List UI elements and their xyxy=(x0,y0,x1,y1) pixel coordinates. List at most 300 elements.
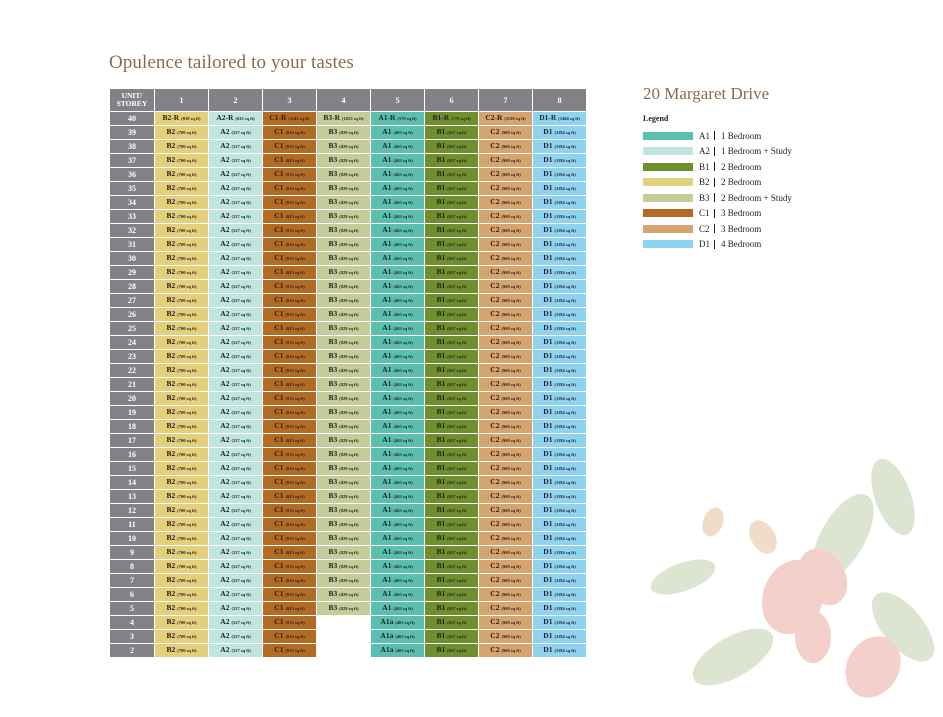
unit-code: A2 xyxy=(220,141,230,150)
unit-cell xyxy=(209,616,262,629)
unit-size: (700 sq ft) xyxy=(177,340,197,345)
unit-cell xyxy=(263,420,316,433)
storey-label: 13 xyxy=(110,490,154,503)
unit-code: B1 xyxy=(436,197,446,206)
unit-cell xyxy=(263,560,316,573)
unit-code: A2 xyxy=(220,267,230,276)
unit-cell xyxy=(479,238,532,251)
unit-size: (1023 sq ft) xyxy=(342,116,364,121)
unit-cell xyxy=(209,112,262,125)
unit-size: (700 sq ft) xyxy=(177,648,197,653)
unit-code: A2 xyxy=(220,547,230,556)
unit-code: B1 xyxy=(436,393,446,402)
unit-size: (1184 sq ft) xyxy=(554,326,576,331)
unit-cell xyxy=(155,308,208,321)
unit-storey-header: UNIT/ STOREY xyxy=(110,89,154,111)
storey-label: 24 xyxy=(110,336,154,349)
unit-size: (1184 sq ft) xyxy=(554,522,576,527)
unit-cell xyxy=(209,364,262,377)
table-row xyxy=(110,616,586,629)
unit-code: D1 xyxy=(543,183,553,192)
unit-cell xyxy=(479,420,532,433)
unit-code: B3 xyxy=(328,309,338,318)
unit-cell xyxy=(425,630,478,643)
unit-size: (915 sq ft) xyxy=(285,340,305,345)
unit-cell xyxy=(371,112,424,125)
storey-label: 36 xyxy=(110,168,154,181)
unit-code: A2 xyxy=(220,337,230,346)
unit-size: (527 sq ft) xyxy=(231,508,251,513)
unit-size: (463 sq ft) xyxy=(393,396,413,401)
unit-size: (527 sq ft) xyxy=(231,396,251,401)
unit-size: (657 sq ft) xyxy=(447,158,467,163)
unit-code: A1 xyxy=(382,169,392,178)
unit-code: D1 xyxy=(543,463,553,472)
unit-size: (1184 sq ft) xyxy=(554,298,576,303)
unit-cell xyxy=(263,252,316,265)
unit-cell xyxy=(479,434,532,447)
unit-size: (700 sq ft) xyxy=(177,536,197,541)
unit-size: (463 sq ft) xyxy=(393,270,413,275)
unit-size: (700 sq ft) xyxy=(177,620,197,625)
unit-code: C1 xyxy=(274,127,284,136)
unit-cell xyxy=(263,140,316,153)
unit-size: (657 sq ft) xyxy=(447,536,467,541)
unit-cell xyxy=(209,574,262,587)
unit-code: B1 xyxy=(436,561,446,570)
unit-cell xyxy=(371,420,424,433)
unit-size: (657 sq ft) xyxy=(447,312,467,317)
unit-code: B1 xyxy=(436,645,446,654)
unit-code: B1 xyxy=(436,295,446,304)
table-row xyxy=(110,196,586,209)
unit-cell xyxy=(425,448,478,461)
unit-size: (829 sq ft) xyxy=(339,130,359,135)
unit-size: (1184 sq ft) xyxy=(554,214,576,219)
unit-size: (700 sq ft) xyxy=(177,354,197,359)
unit-size: (915 sq ft) xyxy=(285,326,305,331)
unit-cell xyxy=(371,168,424,181)
unit-size: (657 sq ft) xyxy=(447,564,467,569)
unit-cell xyxy=(155,588,208,601)
unit-code: A2 xyxy=(220,365,230,374)
unit-code: D1 xyxy=(543,211,553,220)
unit-cell xyxy=(533,280,586,293)
unit-code: C2 xyxy=(490,323,500,332)
unit-size: (829 sq ft) xyxy=(339,564,359,569)
unit-size: (657 sq ft) xyxy=(447,620,467,625)
table-header-row xyxy=(110,89,586,111)
unit-cell xyxy=(209,308,262,321)
unit-code: A2 xyxy=(220,561,230,570)
empty-cell xyxy=(317,644,370,657)
unit-cell xyxy=(533,266,586,279)
unit-cell xyxy=(533,350,586,363)
unit-size: (969 sq ft) xyxy=(501,340,521,345)
unit-cell xyxy=(533,168,586,181)
unit-cell xyxy=(371,238,424,251)
unit-size: (657 sq ft) xyxy=(447,326,467,331)
unit-size: (1184 sq ft) xyxy=(554,200,576,205)
unit-code: C2 xyxy=(490,295,500,304)
unit-size: (527 sq ft) xyxy=(231,564,251,569)
unit-code: C2 xyxy=(490,365,500,374)
unit-size: (915 sq ft) xyxy=(285,158,305,163)
unit-code: C2 xyxy=(490,253,500,262)
unit-size: (915 sq ft) xyxy=(285,466,305,471)
unit-size: (969 sq ft) xyxy=(501,508,521,513)
unit-size: (1184 sq ft) xyxy=(554,466,576,471)
unit-cell xyxy=(209,392,262,405)
unit-code: C1 xyxy=(274,183,284,192)
unit-size: (700 sq ft) xyxy=(177,550,197,555)
unit-size: (527 sq ft) xyxy=(231,284,251,289)
unit-size: (463 sq ft) xyxy=(393,340,413,345)
table-row xyxy=(110,630,586,643)
unit-cell xyxy=(263,378,316,391)
unit-code: B2 xyxy=(166,169,176,178)
unit-cell xyxy=(317,448,370,461)
unit-size: (915 sq ft) xyxy=(285,368,305,373)
unit-cell xyxy=(317,476,370,489)
unit-cell xyxy=(371,532,424,545)
unit-code: C2 xyxy=(490,645,500,654)
unit-size: (527 sq ft) xyxy=(231,158,251,163)
unit-code: D1 xyxy=(543,561,553,570)
unit-size: (463 sq ft) xyxy=(393,522,413,527)
unit-cell xyxy=(155,280,208,293)
unit-code: B2 xyxy=(166,463,176,472)
legend-swatch xyxy=(643,163,693,171)
unit-cell xyxy=(317,392,370,405)
unit-code: B1-R xyxy=(432,113,450,122)
unit-cell xyxy=(263,336,316,349)
unit-size: (1141 sq ft) xyxy=(288,116,310,121)
unit-cell xyxy=(263,168,316,181)
unit-cell xyxy=(533,154,586,167)
unit-cell xyxy=(425,224,478,237)
unit-code: C2 xyxy=(490,351,500,360)
unit-size: (969 sq ft) xyxy=(501,130,521,135)
unit-size: (829 sq ft) xyxy=(339,424,359,429)
unit-cell xyxy=(155,378,208,391)
unit-size: (969 sq ft) xyxy=(501,438,521,443)
unit-size: (527 sq ft) xyxy=(231,494,251,499)
unit-cell xyxy=(371,448,424,461)
unit-cell xyxy=(371,504,424,517)
unit-code: B2-R xyxy=(162,113,180,122)
unit-size: (829 sq ft) xyxy=(339,592,359,597)
unit-size: (969 sq ft) xyxy=(501,592,521,597)
unit-cell xyxy=(209,420,262,433)
unit-code: D1 xyxy=(543,281,553,290)
table-row xyxy=(110,504,586,517)
unit-size: (1184 sq ft) xyxy=(554,158,576,163)
unit-code: A1 xyxy=(382,127,392,136)
unit-size: (969 sq ft) xyxy=(501,158,521,163)
unit-code: B1 xyxy=(436,575,446,584)
storey-label: 26 xyxy=(110,308,154,321)
unit-code: B1 xyxy=(436,547,446,556)
unit-cell xyxy=(155,154,208,167)
unit-size: (1184 sq ft) xyxy=(554,144,576,149)
unit-cell xyxy=(533,196,586,209)
table-row xyxy=(110,406,586,419)
unit-cell xyxy=(317,196,370,209)
unit-size: (1184 sq ft) xyxy=(554,424,576,429)
unit-code: A1a xyxy=(380,645,394,654)
unit-size: (463 sq ft) xyxy=(393,214,413,219)
unit-cell xyxy=(479,210,532,223)
legend-code: C1 xyxy=(699,208,710,219)
unit-size: (969 sq ft) xyxy=(501,172,521,177)
unit-code: A1 xyxy=(382,253,392,262)
table-row xyxy=(110,350,586,363)
unit-cell xyxy=(479,168,532,181)
unit-cell xyxy=(371,644,424,657)
unit-code: A2 xyxy=(220,589,230,598)
unit-code: B1 xyxy=(436,323,446,332)
unit-code: C2 xyxy=(490,435,500,444)
unit-cell xyxy=(263,266,316,279)
unit-cell xyxy=(155,644,208,657)
unit-code: A2 xyxy=(220,309,230,318)
unit-size: (700 sq ft) xyxy=(177,410,197,415)
unit-size: (700 sq ft) xyxy=(177,326,197,331)
unit-cell xyxy=(317,322,370,335)
unit-code: C1 xyxy=(274,631,284,640)
unit-code: A2 xyxy=(220,155,230,164)
unit-size: (829 sq ft) xyxy=(339,256,359,261)
unit-code: B2 xyxy=(166,547,176,556)
unit-size: (463 sq ft) xyxy=(393,256,413,261)
storey-label: 37 xyxy=(110,154,154,167)
unit-cell xyxy=(263,546,316,559)
unit-cell xyxy=(425,364,478,377)
unit-cell xyxy=(533,574,586,587)
table-row xyxy=(110,182,586,195)
unit-size: (1184 sq ft) xyxy=(554,410,576,415)
unit-size: (1184 sq ft) xyxy=(554,256,576,261)
unit-size: (969 sq ft) xyxy=(501,354,521,359)
unit-size: (463 sq ft) xyxy=(393,312,413,317)
unit-cell xyxy=(317,574,370,587)
unit-cell xyxy=(317,588,370,601)
unit-cell xyxy=(479,546,532,559)
table-row xyxy=(110,126,586,139)
unit-cell xyxy=(155,224,208,237)
unit-code: B1 xyxy=(436,337,446,346)
column-header-1: 1 xyxy=(155,89,208,111)
unit-code: C1 xyxy=(274,169,284,178)
unit-code: D1 xyxy=(543,323,553,332)
unit-code: C1 xyxy=(274,477,284,486)
unit-code: A2 xyxy=(220,477,230,486)
unit-code: D1 xyxy=(543,645,553,654)
unit-cell xyxy=(479,112,532,125)
unit-code: A2 xyxy=(220,379,230,388)
unit-code: B1 xyxy=(436,589,446,598)
unit-code: B1 xyxy=(436,505,446,514)
unit-code: B1 xyxy=(436,463,446,472)
unit-cell xyxy=(317,224,370,237)
unit-size: (463 sq ft) xyxy=(393,480,413,485)
unit-code: C2-R xyxy=(485,113,503,122)
unit-cell xyxy=(263,574,316,587)
empty-cell xyxy=(317,630,370,643)
unit-size: (1184 sq ft) xyxy=(554,396,576,401)
unit-cell xyxy=(371,182,424,195)
unit-code: D1 xyxy=(543,603,553,612)
unit-size: (915 sq ft) xyxy=(285,522,305,527)
unit-code: C2 xyxy=(490,491,500,500)
unit-code: A1 xyxy=(382,603,392,612)
unit-size: (829 sq ft) xyxy=(339,578,359,583)
unit-size: (657 sq ft) xyxy=(447,480,467,485)
unit-code: B1 xyxy=(436,183,446,192)
unit-code: C1 xyxy=(274,407,284,416)
unit-code: D1 xyxy=(543,421,553,430)
unit-code: D1 xyxy=(543,631,553,640)
unit-code: C2 xyxy=(490,309,500,318)
unit-cell xyxy=(317,490,370,503)
unit-code: A1 xyxy=(382,589,392,598)
unit-size: (829 sq ft) xyxy=(339,214,359,219)
unit-code: C2 xyxy=(490,267,500,276)
unit-cell xyxy=(425,154,478,167)
unit-cell xyxy=(209,140,262,153)
unit-code: A2 xyxy=(220,435,230,444)
unit-cell xyxy=(425,238,478,251)
unit-code: C2 xyxy=(490,169,500,178)
unit-code: B2 xyxy=(166,491,176,500)
unit-code: C1 xyxy=(274,309,284,318)
unit-size: (657 sq ft) xyxy=(447,592,467,597)
unit-cell xyxy=(425,546,478,559)
project-name: 20 Margaret Drive xyxy=(643,84,770,103)
unit-code: B3 xyxy=(328,575,338,584)
unit-code: B1 xyxy=(436,351,446,360)
storey-label: 10 xyxy=(110,532,154,545)
unit-size: (657 sq ft) xyxy=(447,354,467,359)
page-title: Opulence tailored to your tastes xyxy=(109,52,354,73)
unit-cell xyxy=(479,154,532,167)
unit-code: A1 xyxy=(382,337,392,346)
unit-size: (829 sq ft) xyxy=(339,172,359,177)
unit-size: (463 sq ft) xyxy=(393,578,413,583)
table-row xyxy=(110,154,586,167)
unit-size: (527 sq ft) xyxy=(231,522,251,527)
unit-code: D1 xyxy=(543,477,553,486)
table-row xyxy=(110,518,586,531)
legend-divider xyxy=(714,131,715,140)
table-row xyxy=(110,588,586,601)
unit-code: D1 xyxy=(543,407,553,416)
legend-item xyxy=(643,221,792,237)
unit-code: A1a xyxy=(380,617,394,626)
unit-size: (700 sq ft) xyxy=(177,438,197,443)
unit-cell xyxy=(155,350,208,363)
unit-size: (635 sq ft) xyxy=(235,116,255,121)
unit-code: C1 xyxy=(274,603,284,612)
unit-code: B3 xyxy=(328,547,338,556)
unit-cell xyxy=(317,168,370,181)
unit-code: C2 xyxy=(490,239,500,248)
unit-code: C1 xyxy=(274,211,284,220)
unit-size: (700 sq ft) xyxy=(177,508,197,513)
unit-size: (700 sq ft) xyxy=(177,634,197,639)
unit-code: B2 xyxy=(166,631,176,640)
table-row xyxy=(110,378,586,391)
unit-size: (1184 sq ft) xyxy=(554,186,576,191)
unit-cell xyxy=(425,644,478,657)
unit-code: C1 xyxy=(274,463,284,472)
unit-code: A1 xyxy=(382,323,392,332)
unit-code: A1 xyxy=(382,365,392,374)
unit-code: B2 xyxy=(166,211,176,220)
unit-size: (969 sq ft) xyxy=(501,536,521,541)
unit-code: B3 xyxy=(328,351,338,360)
unit-cell xyxy=(209,210,262,223)
unit-code: A2 xyxy=(220,281,230,290)
unit-code: A2-R xyxy=(216,113,234,122)
legend-item xyxy=(643,159,792,175)
unit-code: C1 xyxy=(274,295,284,304)
unit-code: B2 xyxy=(166,435,176,444)
table-row xyxy=(110,392,586,405)
unit-cell xyxy=(533,630,586,643)
unit-size: (527 sq ft) xyxy=(231,452,251,457)
unit-code: B3 xyxy=(328,155,338,164)
unit-size: (700 sq ft) xyxy=(177,158,197,163)
unit-cell xyxy=(317,280,370,293)
unit-cell xyxy=(425,280,478,293)
column-header-4: 4 xyxy=(317,89,370,111)
unit-cell xyxy=(263,182,316,195)
unit-code: B1 xyxy=(436,267,446,276)
unit-size: (915 sq ft) xyxy=(285,270,305,275)
unit-size: (700 sq ft) xyxy=(177,242,197,247)
unit-cell xyxy=(479,182,532,195)
unit-cell xyxy=(317,308,370,321)
unit-cell xyxy=(263,490,316,503)
unit-cell xyxy=(533,238,586,251)
unit-code: B2 xyxy=(166,379,176,388)
unit-code: A1-R xyxy=(378,113,396,122)
legend-swatch xyxy=(643,209,693,217)
unit-code: A2 xyxy=(220,449,230,458)
unit-cell xyxy=(533,518,586,531)
legend-item xyxy=(643,128,792,144)
unit-code: A2 xyxy=(220,183,230,192)
unit-code: C2 xyxy=(490,617,500,626)
unit-cell xyxy=(209,462,262,475)
unit-cell xyxy=(425,168,478,181)
unit-cell xyxy=(533,210,586,223)
unit-cell xyxy=(317,350,370,363)
unit-size: (829 sq ft) xyxy=(339,200,359,205)
unit-cell xyxy=(263,630,316,643)
unit-size: (915 sq ft) xyxy=(285,578,305,583)
unit-size: (700 sq ft) xyxy=(177,494,197,499)
unit-cell xyxy=(317,434,370,447)
unit-cell xyxy=(479,588,532,601)
unit-cell xyxy=(155,112,208,125)
legend-code: D1 xyxy=(699,239,710,250)
unit-cell xyxy=(425,252,478,265)
unit-cell xyxy=(371,602,424,615)
unit-size: (969 sq ft) xyxy=(501,410,521,415)
